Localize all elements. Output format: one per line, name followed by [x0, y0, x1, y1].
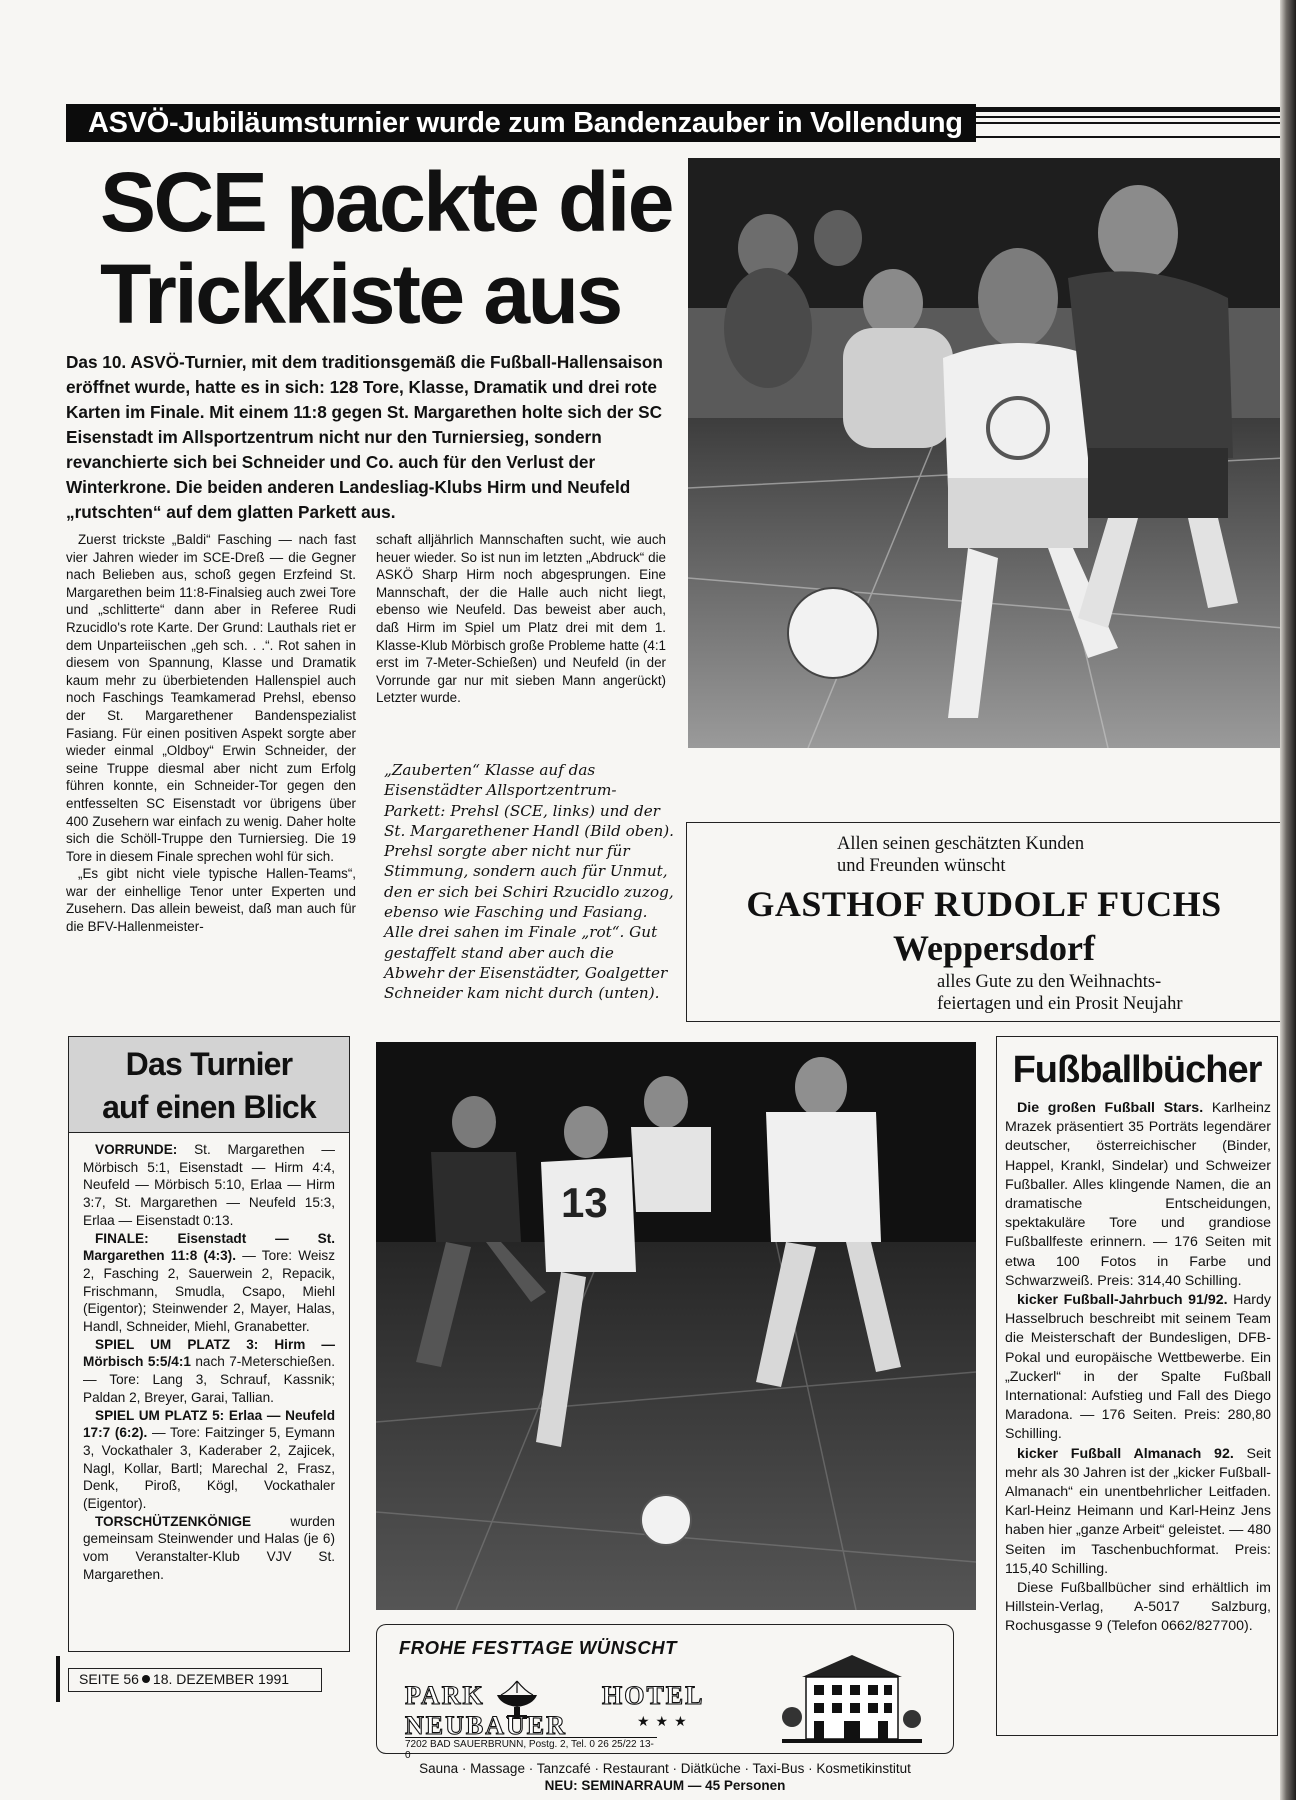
article-paragraph: Zuerst trickste „Baldi“ Fasching — nach fast vier Jahren wieder im SCE-Dreß — die Gegner nach Belieben aus, schoß gegen Erzfeind St. Margarethen beim 11:8-Finalsieg auch zwei Tore und „schlitterte“ dann aber in Referee Rudi Rzucidlo's rote Karte. Der Grund: Lauthals riet er dem Unparteiischen „geh sch. . .“. Rot sahen in diesem von Spannung, Klasse und Dramatik kaum mehr zu überbietenden Hallenspiel auch noch Faschings Teamkamerad Prehsl, ebenso der St. Margarethener Bandenspezialist Fasiang. Für einen positiven Aspekt sorgte aber wieder einmal „Oldboy“ Erwin Schneider, der seine Truppe diesmal aber nicht zum Erfolg führen konnte, ein Schneider-Tor gegen den entfesselten SC Eisenstadt vor übrigens über 400 Zusehern war einfach zu wenig. Daher holte sich die Schöll-Truppe den Turniersieg. Die 19 Tore in diesem Finale sprechen wohl für sich. [66, 532, 356, 864]
result-text: St. Margarethen — Mörbisch 5:1, Eisenstadt — Hirm 4:4, Neufeld — Mörbisch 5:10, Erlaa — Hirm 3:7, St. Margarethen — Neufeld 15:3, Erlaa — Eisenstadt 0:13. [83, 1142, 335, 1228]
ad-text: und Freunden wünscht [837, 856, 1006, 876]
bullet-icon [142, 1675, 150, 1683]
result-label: TORSCHÜTZENKÖNIGE [95, 1513, 252, 1529]
hotel-service-list: Sauna · Massage · Tanzcafé · Restaurant · Diätküche · Taxi-Bus · Kosmetikinstitut [419, 1761, 911, 1776]
banner-rule [976, 122, 1286, 138]
box-title-line: Das Turnier [125, 1046, 293, 1082]
hotel-ad [376, 1624, 976, 1800]
footer-rule [56, 1656, 60, 1702]
article-paragraph: „Es gibt nicht viele typische Hallen-Teams“, war der einhellige Tenor unter Experten und Zusehern. Das allein beweist, daß man auch für die BFV-Hallenmeister- [66, 866, 356, 935]
result-label: VORRUNDE: [95, 1142, 178, 1157]
book-entry [1005, 1291, 1271, 1445]
issue-date: 18. DEZEMBER 1991 [152, 1671, 290, 1687]
football-books-box [996, 1036, 1278, 1736]
ad-greeting [837, 833, 1084, 877]
gasthof-ad [686, 822, 1282, 1022]
book-entry [1005, 1579, 1271, 1637]
article-paragraph: schaft alljährlich Mannschaften sucht, wie auch heuer wieder. So ist nun im letzten „Abdruck“ die ASKÖ Sharp Hirm noch abgesprungen. Eine Mannschaft, der die Halle auch nicht liegt, ebenso wie Neufeld. Das beweist aber auch, daß Hirm im Spiel um Platz drei mit dem 1. Klasse-Klub Mörbisch große Probleme hatte (4:1 erst im 7-Meter-Schießen) und Neufeld (in der Vorrunde gar nur mit sieben Mann angerückt) Letzter wurde. [376, 532, 666, 706]
result-text: wurden gemeinsam Steinwender und Halas (je 6) vom Veranstalter-Klub VJV St. Margarethen. [83, 1513, 335, 1582]
svg-text:13: 13 [561, 1179, 608, 1226]
box-body [997, 1095, 1277, 1637]
hotel-seminar-note: NEU: SEMINARRAUM — 45 Personen [544, 1778, 786, 1793]
book-text: Karlheinz Mrazek präsentiert 35 Porträts legendärer deutscher, österreichischer (Binder, Happel, Krankl, Sindelar) und Schweizer Fußballer. Alles klingende Namen, die an dramatische Entscheidungen, spektakuläre Tore und grandiose Fußballfeste erinnern. — 176 Seiten mit etwa 100 Fotos in Farbe und Schwarzweiß. Preis: 314,40 Schilling. [1005, 1100, 1271, 1289]
result-label: SPIEL UM PLATZ 3: Hirm — Mörbisch 5:5/4:1 [83, 1336, 335, 1370]
tournament-summary-box [68, 1036, 350, 1652]
book-text: Seit mehr als 30 Jahren ist der „kicker Fußball-Almanach“ ein unentbehrlicher Leitfaden. Karl-Heinz Heimann und Karl-Heinz Jens haben hier „ganze Arbeit“ geleistet. — 480 Seiten im Taschenbuchformat. Preis: 115,40 Schilling. [1005, 1445, 1271, 1577]
hotel-address: 7202 BAD SAUERBRUNN, Postg. 2, Tel. 0 26 25/22 13-0 [405, 1737, 657, 1761]
hotel-logo-word: NEUBAUER [405, 1711, 567, 1740]
lead-paragraph: Das 10. ASVÖ-Turnier, mit dem traditionsgemäß die Fußball-Hallensaison eröffnet wurde, hatte es in sich: 128 Tore, Klasse, Dramatik und drei rote Karten im Finale. Mit einem 11:8 gegen St. Margarethen holte sich der SC Eisenstadt im Allsportzentrum nicht nur den Turniersieg, sondern revanchierte sich bei Schneider und Co. auch für den Verlust der Winterkrone. Die beiden anderen Landesliag-Klubs Hirm und Neufeld „rutschten“ auf dem glatten Parkett aus. [66, 352, 663, 522]
photo-players-duel [688, 158, 1284, 748]
photo-game-action [376, 1042, 976, 1610]
result-entry [83, 1230, 335, 1336]
hotel-services [376, 1760, 954, 1794]
page-binding-edge [1280, 0, 1296, 1800]
photo-caption: „Zauberten“ Klasse auf das Eisenstädter Allsportzentrum-Parkett: Prehsl (SCE, links) und der St. Margarethener Handl (Bild oben). Prehsl sorgte aber nicht nur für Stimmung, sondern auch für Unmut, den er sich bei Schiri Rzucidlo zuzog, ebenso wie Fasching und Fasiang. Alle drei sahen im Finale „rot“. Gut gestaffelt stand aber auch die Abwehr der Eisenstädter, Goalgetter Schneider kam nicht durch (unten). [384, 761, 675, 1003]
box-body [69, 1133, 349, 1584]
book-entry [1005, 1445, 1271, 1579]
hotel-building-icon [782, 1647, 922, 1747]
hotel-greeting: FROHE FESTTAGE WÜNSCHT [399, 1637, 677, 1658]
result-entry [83, 1513, 335, 1584]
result-label: FINALE: Eisenstadt — St. Margarethen 11:8 (4:3). [83, 1230, 335, 1264]
kicker-text: ASVÖ-Jubiläumsturnier wurde zum Bandenzauber in Vollendung [66, 104, 976, 142]
headline-line-2: Trickkiste aus [100, 247, 621, 341]
page-number: SEITE 56 [79, 1671, 139, 1687]
book-title: kicker Fußball Almanach 92. [1017, 1445, 1234, 1462]
result-label: SPIEL UM PLATZ 5: Erlaa — Neufeld 17:7 (6:2). [83, 1407, 335, 1441]
banner-rule [976, 116, 1286, 118]
result-entry [83, 1407, 335, 1513]
result-text: — Tore: Weisz 2, Fasching 2, Sauerwein 2, Repacik, Frischmann, Smudla, Csapo, Miehl (Eigentor); Steinwender 2, Mayer, Halas, Handl, Schneider, Miehl, Granabetter. [83, 1248, 335, 1335]
hotel-ad-frame [376, 1624, 954, 1761]
book-entry [1005, 1099, 1271, 1291]
box-title-line: auf einen Blick [102, 1089, 316, 1125]
article-column-2 [376, 531, 666, 707]
kicker-banner [66, 104, 1286, 142]
ad-business-name: GASTHOF RUDOLF FUCHS [746, 884, 1222, 924]
result-entry [83, 1141, 335, 1230]
banner-rule [976, 107, 1286, 112]
box-title: Fußballbücher [1012, 1049, 1262, 1091]
headline-line-1: SCE packte die [100, 155, 672, 249]
book-text: Hardy Hasselbruch beschreibt mit seinem Team die Meisterschaft der Bundesligen, DFB-Pokal und europäische Wettbewerbe. Ein „Zuckerl“ in der Spalte Fußball International: Aufstieg und Fall des Diego Maradona. — 176 Seiten. Preis: 280,80 Schilling. [1005, 1292, 1271, 1443]
book-title: Die großen Fußball Stars. [1017, 1100, 1204, 1116]
article-column-1 [66, 531, 356, 936]
headline [100, 156, 680, 340]
ad-text: feiertagen und ein Prosit Neujahr [937, 994, 1183, 1014]
book-text: Diese Fußballbücher sind erhältlich im Hillstein-Verlag, A-5017 Salzburg, Rochusgasse 9 (Telefon 0662/827700). [1005, 1580, 1271, 1635]
page-footer [68, 1668, 322, 1692]
ad-text: Allen seinen geschätzten Kunden [837, 834, 1085, 854]
hotel-logo-word: PARK [405, 1681, 485, 1710]
ad-place: Weppersdorf [893, 928, 1095, 968]
ad-wishes [937, 971, 1183, 1015]
box-title [69, 1037, 349, 1133]
star-rating-icon: ★★★ [637, 1713, 693, 1729]
result-text: — Tore: Faitzinger 5, Eymann 3, Vockathaler 3, Kaderaber 2, Zajicek, Nagl, Kollar, Bartl; Marechal 2, Frasz, Denk, Piroß, Kögl, Vockathaler (Eigentor). [83, 1425, 335, 1512]
result-entry [83, 1336, 335, 1407]
ad-text: alles Gute zu den Weihnachts- [937, 972, 1162, 992]
result-text: nach 7-Meterschießen. — Tore: Lang 3, Schrauf, Kassnik; Paldan 2, Breyer, Garai, Tallian. [83, 1354, 335, 1405]
hotel-logo-word: HOTEL [602, 1681, 705, 1710]
book-title: kicker Fußball-Jahrbuch 91/92. [1017, 1292, 1228, 1309]
